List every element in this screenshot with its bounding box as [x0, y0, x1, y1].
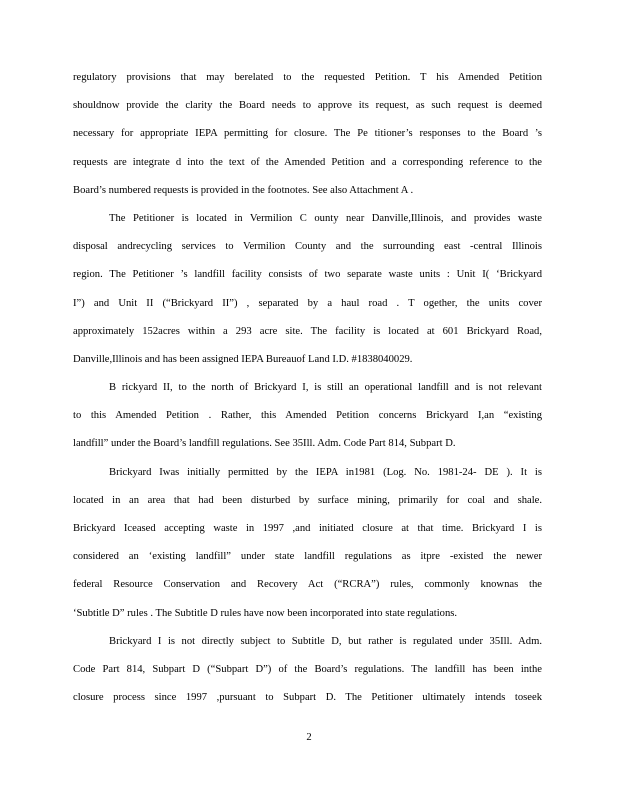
text-line: Code Part 814, Subpart D (“Subpart D”) of the Board’s regulations. The landfill has been inthe: [73, 663, 542, 675]
text-line: ‘Subtitle D” rules . The Subtitle D rules have now been incorporated into state regulations.: [73, 607, 458, 619]
text-line: The Petitioner is located in Vermilion C ounty near Danville,Illinois, and provides waste: [109, 212, 542, 224]
text-line: Danville,Illinois and has been assigned IEPA Bureauof Land I.D. #1838040029.: [73, 353, 413, 365]
text-line: region. The Petitioner ’s landfill facility consists of two separate waste units : Unit I( ‘Brickyard: [73, 269, 542, 281]
text-line: federal Resource Conservation and Recovery Act (“RCRA”) rules, commonly knownas the: [73, 579, 542, 591]
text-line: B rickyard II, to the north of Brickyard I, is still an operational landfill and is not relevant: [109, 382, 542, 394]
text-line: Brickyard Iwas initially permitted by the IEPA in1981 (Log. No. 1981-24- DE ). It is: [109, 466, 542, 478]
text-line: located in an area that had been disturbed by surface mining, primarily for coal and shale.: [73, 494, 542, 506]
page-number: 2: [306, 732, 312, 743]
text-line: Board’s numbered requests is provided in the footnotes. See also Attachment A .: [73, 184, 414, 196]
body-text: [73, 68, 542, 716]
text-line: to this Amended Petition . Rather, this Amended Petition concerns Brickyard I,an “existing: [73, 410, 542, 422]
text-line: requests are integrate d into the text of the Amended Petition and a corresponding reference to the: [73, 156, 542, 168]
text-line: disposal andrecycling services to Vermilion County and the surrounding east -central Illinois: [73, 241, 542, 253]
text-line: approximately 152acres within a 293 acre site. The facility is located at 601 Brickyard Road,: [73, 325, 542, 337]
text-line: I”) and Unit II (“Brickyard II”) , separated by a haul road . T ogether, the units cover: [73, 297, 542, 309]
text-line: Brickyard I is not directly subject to Subtitle D, but rather is regulated under 35Ill. Adm.: [109, 635, 542, 647]
text-line: considered an ‘existing landfill” under state landfill regulations as itpre -existed the newer: [73, 551, 542, 563]
text-line: closure process since 1997 ,pursuant to Subpart D. The Petitioner ultimately intends toseek: [73, 692, 542, 704]
text-line: landfill” under the Board’s landfill regulations. See 35Ill. Adm. Code Part 814, Subpart D.: [73, 438, 456, 450]
text-line: necessary for appropriate IEPA permitting for closure. The Pe titioner’s responses to the Board ’s: [73, 128, 542, 140]
text-line: Brickyard Iceased accepting waste in 1997 ,and initiated closure at that time. Brickyard I is: [73, 523, 542, 534]
text-line: regulatory provisions that may berelated to the requested Petition. T his Amended Petition: [73, 72, 542, 83]
text-line: shouldnow provide the clarity the Board needs to approve its request, as such request is deemed: [73, 100, 542, 112]
